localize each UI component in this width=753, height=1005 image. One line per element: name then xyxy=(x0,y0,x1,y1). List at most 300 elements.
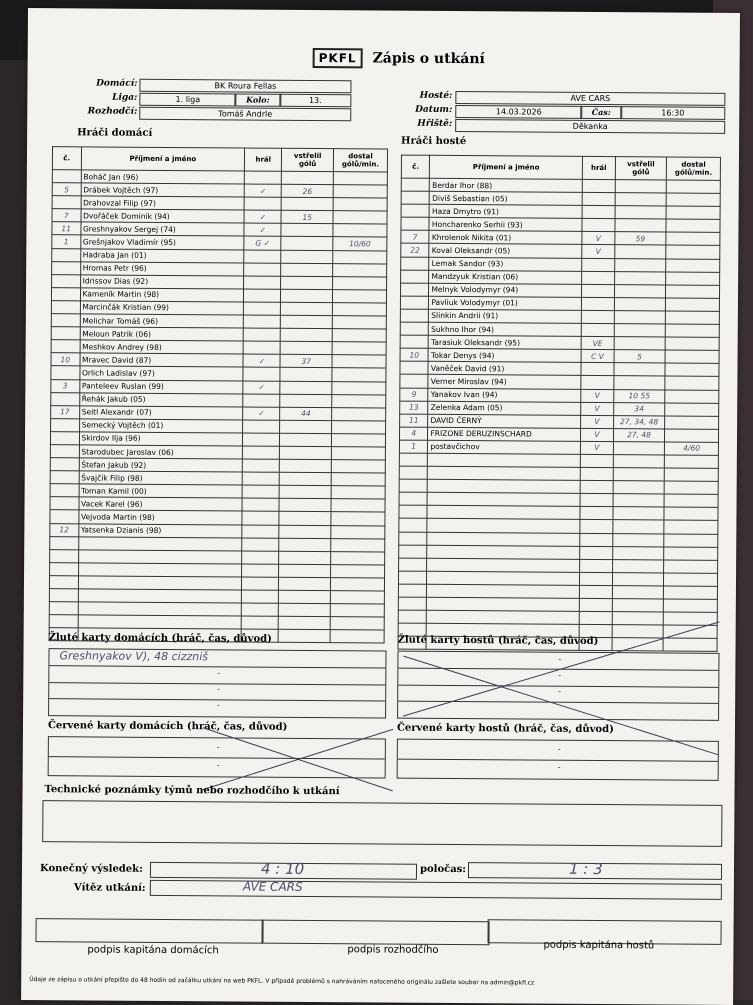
cell-name xyxy=(78,576,242,590)
cell-no xyxy=(399,479,428,492)
cell-conceded xyxy=(665,429,719,442)
cell-played xyxy=(579,598,612,611)
cell-scored xyxy=(613,441,665,454)
away-captain-signature-label: podpis kapitána hostů xyxy=(543,939,655,952)
cell-no: 4 xyxy=(399,427,428,440)
cell-no xyxy=(399,466,428,479)
cell-played xyxy=(580,494,613,507)
cell-scored: 27, 48 xyxy=(613,428,665,441)
cell-no xyxy=(50,471,79,484)
cell-played: V xyxy=(581,428,614,441)
yellow-away-title: Žluté karty hostů (hráč, čas, důvod) xyxy=(397,634,599,647)
cell-name: Greshnyakov Sergej (74) xyxy=(80,222,244,236)
cell-name: Meshkov Andrey (98) xyxy=(80,340,244,354)
notes-label: Technické poznámky týmů nebo rozhodčího k utkání xyxy=(44,784,340,798)
cell-scored: 5 xyxy=(614,350,666,363)
cell-played xyxy=(243,446,280,459)
col-no: č. xyxy=(52,147,81,170)
cell-played xyxy=(243,433,280,446)
cell-conceded xyxy=(665,363,719,376)
winner-value: AVE CARS xyxy=(242,879,303,894)
cell-no xyxy=(50,549,79,562)
col-played: hrál xyxy=(582,156,615,179)
cell-scored xyxy=(280,381,332,394)
col-name: Příjmení a jméno xyxy=(430,155,583,179)
cell-played xyxy=(581,310,614,323)
cell-conceded xyxy=(332,329,386,342)
cell-conceded xyxy=(664,599,718,612)
cell-no xyxy=(52,196,81,209)
cell-conceded xyxy=(330,630,384,643)
cell-played xyxy=(582,179,615,192)
cell-played: ✓ xyxy=(244,210,281,223)
cell-name: Dvořáček Dominik (94) xyxy=(81,209,245,223)
cell-conceded xyxy=(332,355,386,368)
dash: - xyxy=(557,762,561,772)
cell-scored xyxy=(280,368,332,381)
cell-played xyxy=(581,376,614,389)
col-conceded: dostal gólů/min. xyxy=(667,157,721,180)
cell-no: 10 xyxy=(51,353,80,366)
cell-scored xyxy=(612,585,664,598)
cell-name: Koval Oleksandr (05) xyxy=(429,244,582,258)
col-scored: vstřelil gólů xyxy=(282,148,334,171)
cell-played xyxy=(244,197,281,210)
cell-name: Slinkin Andrii (91) xyxy=(429,309,582,323)
winner-label: Vítěz utkání: xyxy=(73,882,146,894)
pkfl-logo: PKFL xyxy=(313,48,363,68)
cell-no xyxy=(51,418,80,431)
cell-name: Diviš Sebastian (05) xyxy=(430,191,583,205)
cell-no xyxy=(400,375,429,388)
cell-name xyxy=(427,519,580,533)
cell-no xyxy=(49,615,78,628)
cell-no xyxy=(51,340,80,353)
cell-played xyxy=(581,363,614,376)
cell-played xyxy=(242,564,279,577)
cell-name: Boháč Jan (96) xyxy=(81,170,245,184)
cell-scored xyxy=(280,420,332,433)
cell-played xyxy=(582,206,615,219)
cell-no xyxy=(50,562,79,575)
cell-name xyxy=(78,615,242,629)
cell-name: Tarasiuk Oleksandr (95) xyxy=(429,335,582,349)
cell-conceded xyxy=(665,455,719,468)
cell-name: Mandzyuk Kristian (06) xyxy=(429,270,582,284)
cell-scored xyxy=(615,219,667,232)
cell-conceded xyxy=(333,224,387,237)
cell-name: Toman Kamil (00) xyxy=(79,484,243,498)
cell-scored xyxy=(614,311,666,324)
cell-played xyxy=(580,481,613,494)
cell-scored xyxy=(278,630,330,643)
cell-played xyxy=(242,498,279,511)
cell-no xyxy=(52,248,81,261)
cell-played xyxy=(243,472,280,485)
cell-conceded xyxy=(331,551,385,564)
cell-name xyxy=(427,571,580,585)
cell-name xyxy=(428,453,581,467)
cell-played xyxy=(579,611,612,624)
cell-conceded xyxy=(665,389,719,402)
cell-no: 22 xyxy=(401,244,430,257)
cell-played: ✓ xyxy=(243,407,280,420)
cell-no xyxy=(399,519,428,532)
cell-conceded xyxy=(664,586,718,599)
cell-name xyxy=(427,597,580,611)
cell-no xyxy=(49,602,78,615)
cell-played xyxy=(242,525,279,538)
cell-scored xyxy=(615,206,667,219)
red-away-title: Červené karty hostů (hráč, čas, důvod) xyxy=(396,722,614,736)
cell-scored xyxy=(280,459,332,472)
cell-name: Vaněček David (91) xyxy=(428,362,581,376)
footer-note: Údaje ze zápisu o utkání přepište do 48 hodin od začátku utkání na web PKFL. V případě problémů s nahráváním nafoceného originálu zašlete soubor na admin@pkfl.cz xyxy=(29,976,535,987)
cell-scored xyxy=(281,224,333,237)
cell-no xyxy=(400,335,429,348)
cell-played xyxy=(243,459,280,472)
cell-no xyxy=(401,191,430,204)
cell-conceded xyxy=(664,507,718,520)
cell-scored xyxy=(278,616,330,629)
cell-no xyxy=(401,270,430,283)
cell-conceded xyxy=(331,564,385,577)
cell-conceded xyxy=(331,460,385,473)
date-value: 14.03.2026 xyxy=(455,105,582,119)
cell-conceded xyxy=(333,250,387,263)
cell-no: 10 xyxy=(400,348,429,361)
cell-name xyxy=(427,610,580,624)
cell-played xyxy=(244,302,281,315)
cell-played: ✓ xyxy=(244,223,281,236)
cell-conceded xyxy=(332,342,386,355)
cell-scored: 10 55 xyxy=(613,389,665,402)
cell-scored: 34 xyxy=(613,402,665,415)
round-value: 13. xyxy=(279,94,351,108)
cell-conceded xyxy=(665,337,719,350)
halftime-box xyxy=(468,859,722,880)
pitch-label: Hřiště: xyxy=(417,118,453,129)
cell-name: Drahovzal Filip (97) xyxy=(81,196,245,210)
notes-box xyxy=(42,800,722,847)
cell-conceded xyxy=(332,434,386,447)
cell-scored xyxy=(612,533,664,546)
cell-scored xyxy=(279,525,331,538)
cell-scored xyxy=(279,564,331,577)
cell-scored xyxy=(281,276,333,289)
cell-scored xyxy=(281,250,333,263)
cell-played xyxy=(241,616,278,629)
cell-scored: 59 xyxy=(615,232,667,245)
cell-conceded xyxy=(332,316,386,329)
cell-played xyxy=(580,533,613,546)
cell-conceded xyxy=(665,416,719,429)
referee-name: Tomáš Andrle xyxy=(139,107,351,121)
dash: - xyxy=(217,684,220,694)
dash: - xyxy=(558,670,562,680)
cell-scored xyxy=(614,258,666,271)
cell-no xyxy=(401,204,430,217)
cell-scored xyxy=(281,263,333,276)
cell-no: 1 xyxy=(52,235,81,248)
cell-scored xyxy=(614,245,666,258)
cell-no: 11 xyxy=(400,414,429,427)
cell-conceded xyxy=(333,276,387,289)
cell-conceded xyxy=(664,560,718,573)
cell-conceded xyxy=(666,311,720,324)
cell-conceded xyxy=(665,376,719,389)
cell-scored xyxy=(281,302,333,315)
cell-no: 13 xyxy=(400,401,429,414)
away-label: Hosté: xyxy=(419,90,453,101)
cell-name: Mravec David (87) xyxy=(80,353,244,367)
halftime-score: 1 : 3 xyxy=(568,859,603,879)
cell-no xyxy=(399,532,428,545)
cell-conceded xyxy=(331,447,385,460)
cell-conceded xyxy=(665,403,719,416)
cell-name: Zelenka Adam (05) xyxy=(428,401,581,415)
col-conceded: dostal gólů/min. xyxy=(333,149,387,172)
cell-conceded xyxy=(332,420,386,433)
cell-played: V xyxy=(582,232,615,245)
cell-played xyxy=(582,219,615,232)
home-label: Domácí: xyxy=(96,78,138,89)
cell-name: Melichar Tomáš (96) xyxy=(80,314,244,328)
cell-name: Seitl Alexandr (07) xyxy=(79,406,243,420)
report-header xyxy=(313,48,485,69)
cell-name xyxy=(427,506,580,520)
cell-played xyxy=(244,276,281,289)
cell-conceded xyxy=(666,219,720,232)
cell-no xyxy=(51,288,80,301)
cell-scored xyxy=(615,180,667,193)
time-label: Čas: xyxy=(580,106,622,119)
cell-name xyxy=(428,479,581,493)
cell-no xyxy=(49,576,78,589)
cell-no xyxy=(50,445,79,458)
cell-name: Hadraba Jan (01) xyxy=(80,248,244,262)
cell-no xyxy=(399,505,428,518)
cell-played xyxy=(580,454,613,467)
cell-name: Grešnjakov Vladimír (95) xyxy=(80,235,244,249)
cell-played xyxy=(242,551,279,564)
cell-conceded xyxy=(332,407,386,420)
cell-no xyxy=(399,453,428,466)
cell-conceded xyxy=(663,638,717,651)
cell-played: ✓ xyxy=(243,381,280,394)
dash: - xyxy=(558,686,561,696)
cell-no xyxy=(399,558,428,571)
cell-name: Tokar Denys (94) xyxy=(428,349,581,363)
cell-scored xyxy=(281,289,333,302)
home-players-table xyxy=(49,146,388,644)
cell-conceded xyxy=(331,499,385,512)
cell-conceded xyxy=(330,617,384,630)
cell-conceded xyxy=(666,245,720,258)
cell-played xyxy=(244,289,281,302)
cell-name xyxy=(78,550,242,564)
red-away-box xyxy=(397,739,719,781)
cell-conceded xyxy=(666,285,720,298)
cell-conceded xyxy=(664,533,718,546)
final-score-label: Konečný výsledek: xyxy=(39,863,143,875)
col-name: Příjmení a jméno xyxy=(81,147,245,171)
cell-played: ✓ xyxy=(243,354,280,367)
cell-conceded xyxy=(331,578,385,591)
cell-no: 12 xyxy=(50,523,79,536)
cell-played xyxy=(244,315,281,328)
cell-no xyxy=(400,296,429,309)
cell-no: 5 xyxy=(52,183,81,196)
cell-scored: 26 xyxy=(281,184,333,197)
cell-name xyxy=(427,584,580,598)
cell-name: Yatsenka Dzianis (98) xyxy=(78,523,242,537)
cell-conceded xyxy=(664,494,718,507)
yellow-home-title: Žluté karty domácích (hráč, čas, důvod) xyxy=(48,632,272,645)
cell-played xyxy=(242,538,279,551)
cell-played xyxy=(243,367,280,380)
cell-scored xyxy=(280,394,332,407)
cell-no xyxy=(401,178,430,191)
cell-name: Sukhno Ihor (94) xyxy=(429,322,582,336)
away-team: AVE CARS xyxy=(455,91,725,106)
cell-scored xyxy=(613,520,665,533)
cell-played xyxy=(580,520,613,533)
cell-scored xyxy=(614,324,666,337)
winner-box xyxy=(150,880,722,900)
cell-no xyxy=(398,610,427,623)
cell-played: C V xyxy=(581,350,614,363)
cell-name: Melnyk Volodymyr (94) xyxy=(429,283,582,297)
cell-no: 17 xyxy=(51,405,80,418)
cell-conceded xyxy=(333,185,387,198)
cell-conceded xyxy=(330,604,384,617)
yellow-away-box xyxy=(397,651,719,721)
cell-no xyxy=(400,283,429,296)
cell-played xyxy=(242,590,279,603)
cell-name: Švajčík Filip (98) xyxy=(79,471,243,485)
cell-no xyxy=(50,536,79,549)
cell-name: Haza Dmytro (91) xyxy=(429,204,582,218)
cell-name xyxy=(427,545,580,559)
cell-no xyxy=(400,322,429,335)
cell-conceded xyxy=(332,303,386,316)
cell-conceded xyxy=(664,573,718,586)
cell-name: Štefan Jakub (92) xyxy=(79,458,243,472)
cell-conceded xyxy=(332,381,386,394)
cell-scored xyxy=(279,603,331,616)
cell-scored xyxy=(279,590,331,603)
cell-conceded xyxy=(331,525,385,538)
cell-played xyxy=(244,328,281,341)
referee-signature-box xyxy=(261,920,489,946)
cell-scored xyxy=(612,625,664,638)
league-value: 1. liga xyxy=(139,93,236,107)
cell-scored xyxy=(612,546,664,559)
cell-played xyxy=(242,603,279,616)
cell-no xyxy=(401,257,430,270)
cell-conceded: 4/60 xyxy=(665,442,719,455)
cell-name: Pavliuk Volodymyr (01) xyxy=(429,296,582,310)
col-scored: vstřelil gólů xyxy=(615,157,667,180)
cell-no xyxy=(398,584,427,597)
cell-no xyxy=(52,170,81,183)
cell-no xyxy=(50,497,79,510)
cell-no: 11 xyxy=(52,222,81,235)
cell-name xyxy=(78,589,242,603)
cell-no xyxy=(50,484,79,497)
cell-played xyxy=(243,394,280,407)
cell-name: Meloun Patrik (06) xyxy=(80,327,244,341)
cell-name: Verner Miroslav (94) xyxy=(428,375,581,389)
cell-name xyxy=(427,493,580,507)
cell-scored xyxy=(279,499,331,512)
cell-scored xyxy=(280,446,332,459)
cell-conceded: 10/60 xyxy=(333,237,387,250)
cell-no xyxy=(400,361,429,374)
cell-played xyxy=(581,323,614,336)
date-label: Datum: xyxy=(415,104,453,115)
cell-scored xyxy=(614,297,666,310)
dash: - xyxy=(217,700,220,710)
cell-scored xyxy=(279,486,331,499)
cell-name xyxy=(78,536,242,550)
cell-conceded xyxy=(333,198,387,211)
final-score-box xyxy=(150,859,417,880)
cell-name: Hromas Petr (96) xyxy=(80,262,244,276)
cell-no xyxy=(399,492,428,505)
cell-no: 3 xyxy=(51,379,80,392)
cell-name: Kameník Martin (98) xyxy=(80,288,244,302)
cell-scored xyxy=(614,284,666,297)
home-team: BK Roura Fellas xyxy=(139,79,351,93)
yellow-home-box xyxy=(48,648,386,718)
dash: - xyxy=(217,668,221,678)
cell-conceded xyxy=(331,512,385,525)
cell-conceded xyxy=(332,368,386,381)
cell-played xyxy=(580,467,613,480)
cell-no xyxy=(51,392,80,405)
cell-scored xyxy=(282,171,334,184)
cell-conceded xyxy=(333,289,387,302)
cell-scored xyxy=(614,363,666,376)
cell-conceded xyxy=(332,394,386,407)
cell-played: V xyxy=(581,389,614,402)
cell-scored: 15 xyxy=(281,211,333,224)
cell-name xyxy=(427,532,580,546)
cell-conceded xyxy=(333,263,387,276)
cell-scored xyxy=(279,472,331,485)
cell-name: Honcharenko Serhii (93) xyxy=(429,218,582,232)
cell-scored: 27, 34, 48 xyxy=(613,415,665,428)
cell-scored xyxy=(615,193,667,206)
cell-played xyxy=(582,271,615,284)
cell-scored xyxy=(280,433,332,446)
cell-scored xyxy=(613,468,665,481)
cell-name: Vacek Karel (96) xyxy=(79,497,243,511)
cell-scored xyxy=(614,271,666,284)
cell-scored xyxy=(613,494,665,507)
cell-scored xyxy=(281,237,333,250)
cell-name: Khrolenok Nikita (01) xyxy=(429,231,582,245)
cell-no xyxy=(51,314,80,327)
cell-played xyxy=(244,263,281,276)
cell-no xyxy=(398,597,427,610)
halftime-label: poločas: xyxy=(419,863,467,876)
cell-conceded xyxy=(664,481,718,494)
cell-no xyxy=(399,545,428,558)
cell-scored xyxy=(281,315,333,328)
